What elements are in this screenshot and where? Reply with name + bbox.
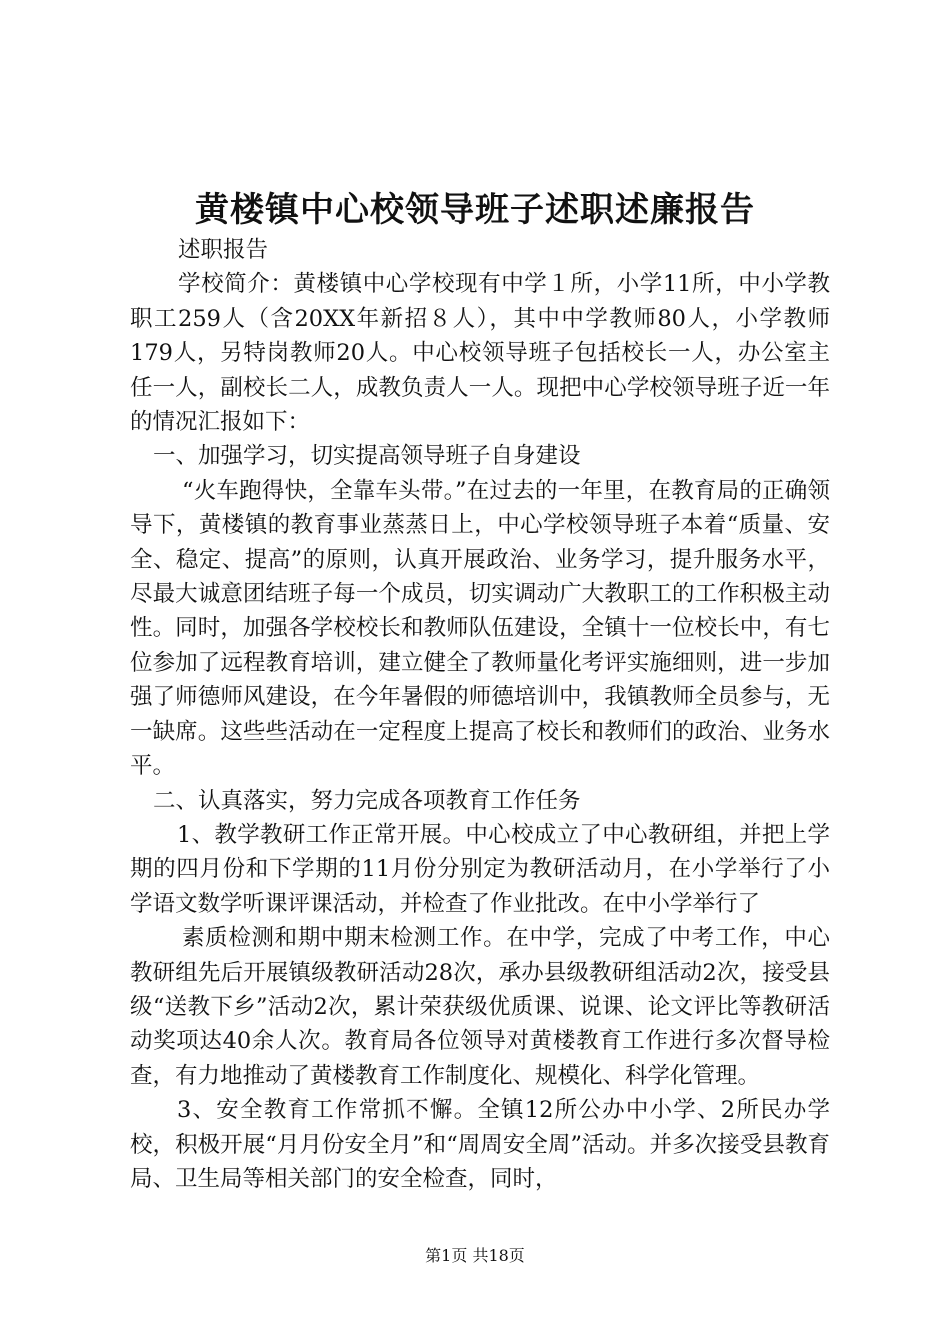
paragraph-quality-testing: 素质检测和期中期末检测工作。在中学，完成了中考工作，中心教研组先后开展镇级教研活动28次，承办县级教研组活动2次，接受县级“送教下乡”活动2次，累计荣获级优质课、说课、论文评比等教研活动奖项达40余人次。教育局各位领导对黄楼教育工作进行多次督导检查，有力地推动了黄楼教育工作制度化、规模化、科学化管理。 (130, 925, 830, 1089)
paragraph-section-1: “火车跑得快，全靠车头带。”在过去的一年里，在教育局的正确领导下，黄楼镇的教育事业蒸蒸日上，中心学校领导班子本着“质量、安全、稳定、提高”的原则，认真开展政治、业务学习，提升服务水平，尽最大诚意团结班子每一个成员，切实调动广大教职工的工作积极主动性。同时，加强各学校校长和教师队伍建设，全镇十一位校长中，有七位参加了远程教育培训，建立健全了教师量化考评实施细则，进一步加强了师德师风建设，在今年暑假的师德培训中，我镇教师全员参与，无一缺席。这些些活动在一定程度上提高了校长和教师们的政治、业务水平。 (130, 477, 830, 780)
page-footer: 第1页 共18页 (425, 1246, 525, 1265)
paragraph-safety-education: 3、安全教育工作常抓不懈。全镇12所公办中小学、2所民办学校，积极开展“月月份安全月”和“周周安全周”活动。并多次接受县教育局、卫生局等相关部门的安全检查，同时， (130, 1097, 830, 1192)
paragraph-school-intro: 学校简介：黄楼镇中心学校现有中学１所，小学11所，中小学教职工259人（含20XX年新招８人），其中中学教师80人，小学教师179人，另特岗教师20人。中心校领导班子包括校长一人，办公室主任一人，副校长二人，成教负责人一人。现把中心学校领导班子近一年的情况汇报如下： (130, 271, 830, 436)
section-heading-2: 二、认真落实，努力完成各项教育工作任务 (153, 787, 581, 814)
document-title: 黄楼镇中心校领导班子述职述廉报告 (195, 190, 755, 230)
paragraph-heading-report: 述职报告 (178, 237, 269, 263)
paragraph-teaching-research: 1、教学教研工作正常开展。中心校成立了中心教研组，并把上学期的四月份和下学期的11月份分别定为教研活动月，在小学举行了小学语文数学听课评课活动，并检查了作业批改。在中小学举行了 (130, 821, 830, 917)
document-body (130, 233, 830, 1196)
section-heading-1: 一、加强学习，切实提高领导班子自身建设 (153, 443, 581, 470)
